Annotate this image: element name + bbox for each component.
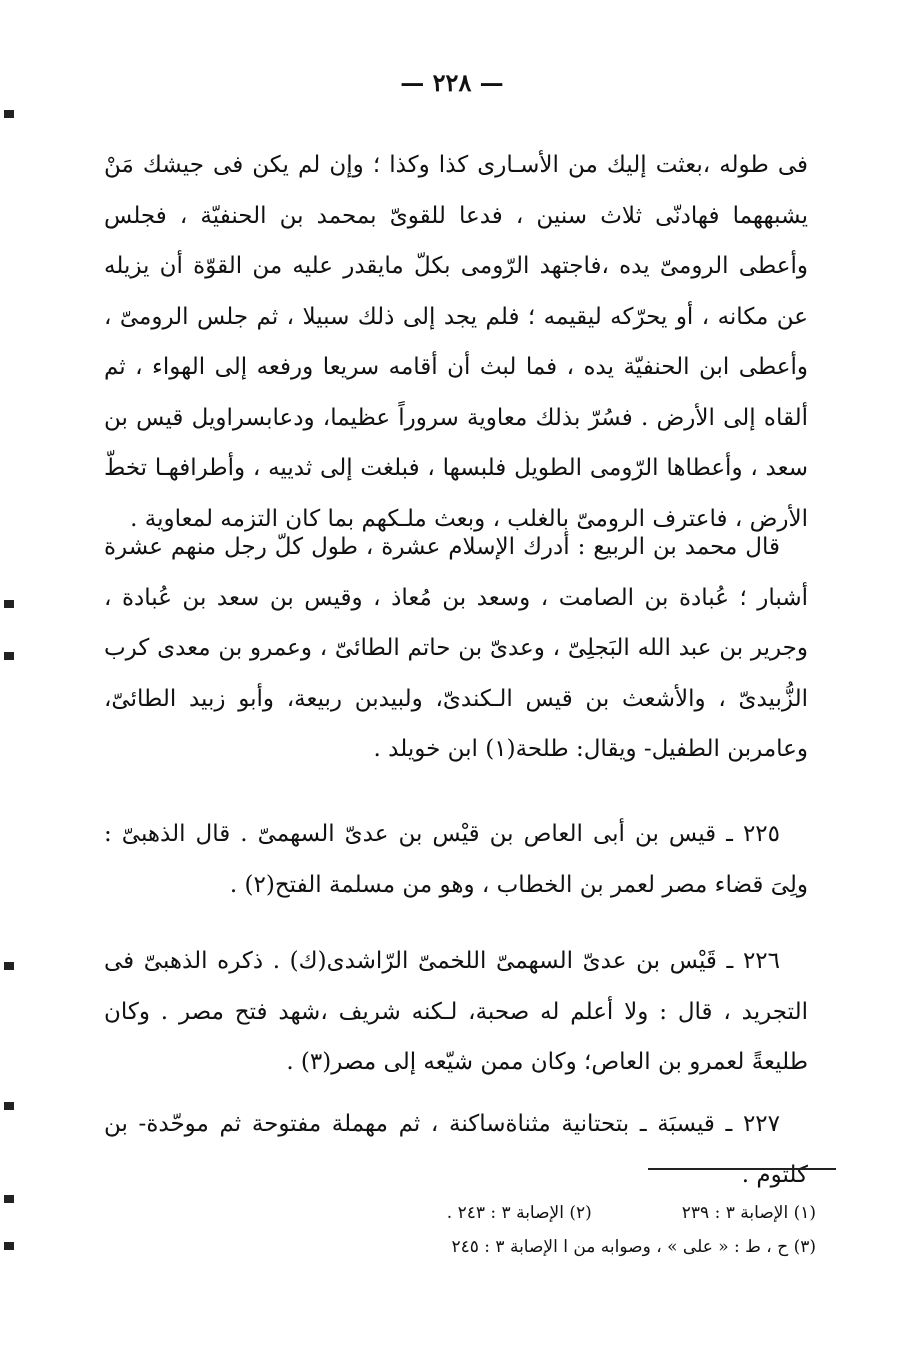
footnote-row-1 <box>300 1196 816 1230</box>
scan-margin-mark <box>4 600 14 608</box>
page-number: — ٢٢٨ — <box>400 68 504 97</box>
entry-225: ٢٢٥ ـ قيس بن أبى العاص بن قيْس بن عدىّ السهمىّ . قال الذهبىّ : ولِىَ قضاء مصر لعمر بن الخطاب ، وهو من مسلمة الفتح(٢) . <box>104 821 808 898</box>
scan-margin-mark <box>4 652 14 660</box>
footnote-divider <box>648 1168 836 1170</box>
scan-margin-mark <box>4 110 14 118</box>
footnote-2: (٢) الإصابة ٣ : ٢٤٣ . <box>446 1203 592 1223</box>
entry-227: ٢٢٧ ـ قيسبَة ـ بتحتانية مثناةساكنة ، ثم مهملة مفتوحة ثم موحّدة- بن كلثوم . <box>104 1111 808 1188</box>
footnote-1: (١) الإصابة ٣ : ٢٣٩ <box>681 1203 816 1223</box>
paragraph-2: قال محمد بن الربيع : أدرك الإسلام عشرة ، طول كلّ رجل منهم عشرة أشبار ؛ عُبادة بن الصامت ، وسعد بن مُعاذ ، وقيس بن سعد بن عُبادة ، وجرير بن عبد الله البَجلِىّ ، وعدىّ بن حاتم الطائىّ ، وعمرو بن معدى كرب الزُّبيدىّ ، والأشعث بن قيس الـكندىّ، ولبيدبن ربيعة، وأبو زبيد الطائىّ، وعامربن الطفيل- ويقال: طلحة(١) ابن خويلد . <box>104 534 808 762</box>
scan-margin-mark <box>4 1242 14 1250</box>
entry-226: ٢٢٦ ـ قَيْس بن عدىّ السهمىّ اللخمىّ الرّاشدى(ك) . ذكره الذهبىّ فى التجريد ، قال : ولا أعلم له صحبة، لـكنه شريف ،شهد فتح مصر . وكان طليعةً لعمرو بن العاص؛ وكان ممن شيّعه إلى مصر(٣) . <box>104 948 808 1075</box>
footnote-3: (٣) ح ، ط : « على » ، وصوابه من ا الإصابة ٣ : ٢٤٥ <box>451 1237 816 1257</box>
scan-margin-mark <box>4 1195 14 1203</box>
footnote-row-2 <box>300 1230 816 1264</box>
footnotes <box>300 1196 816 1264</box>
scan-margin-mark <box>4 962 14 970</box>
paragraph-1: فى طوله ،بعثت إليك من الأسـارى كذا وكذا ؛ وإن لم يكن فى جيشك مَنْ يشبههما فهادنّى ثلاث سنين ، فدعا للقوىّ بمحمد بن الحنفيّة ، فجلس وأعطى الرومىّ يده ،فاجتهد الرّومى بكلّ مايقدر عليه من القوّة أن يزيله عن مكانه ، أو يحرّكه ليقيمه ؛ فلم يجد إلى ذلك سبيلا ، ثم جلس الرومىّ ، وأعطى ابن الحنفيّة يده ، فما لبث أن أقامه سريعا ورفعه إلى الهواء ، ثم ألقاه إلى الأرض . فسُرّ بذلك معاوية سروراً عظيما، ودعابسراويل قيس بن سعد ، وأعطاها الرّومى الطويل فلبسها ، فبلغت إلى ثدييه ، وأطرافهـا تخطّ الأرض ، فاعترف الرومىّ بالغلب ، وبعث ملـكهم بما كان التزمه لمعاوية . <box>104 152 808 532</box>
scan-margin-mark <box>4 1102 14 1110</box>
